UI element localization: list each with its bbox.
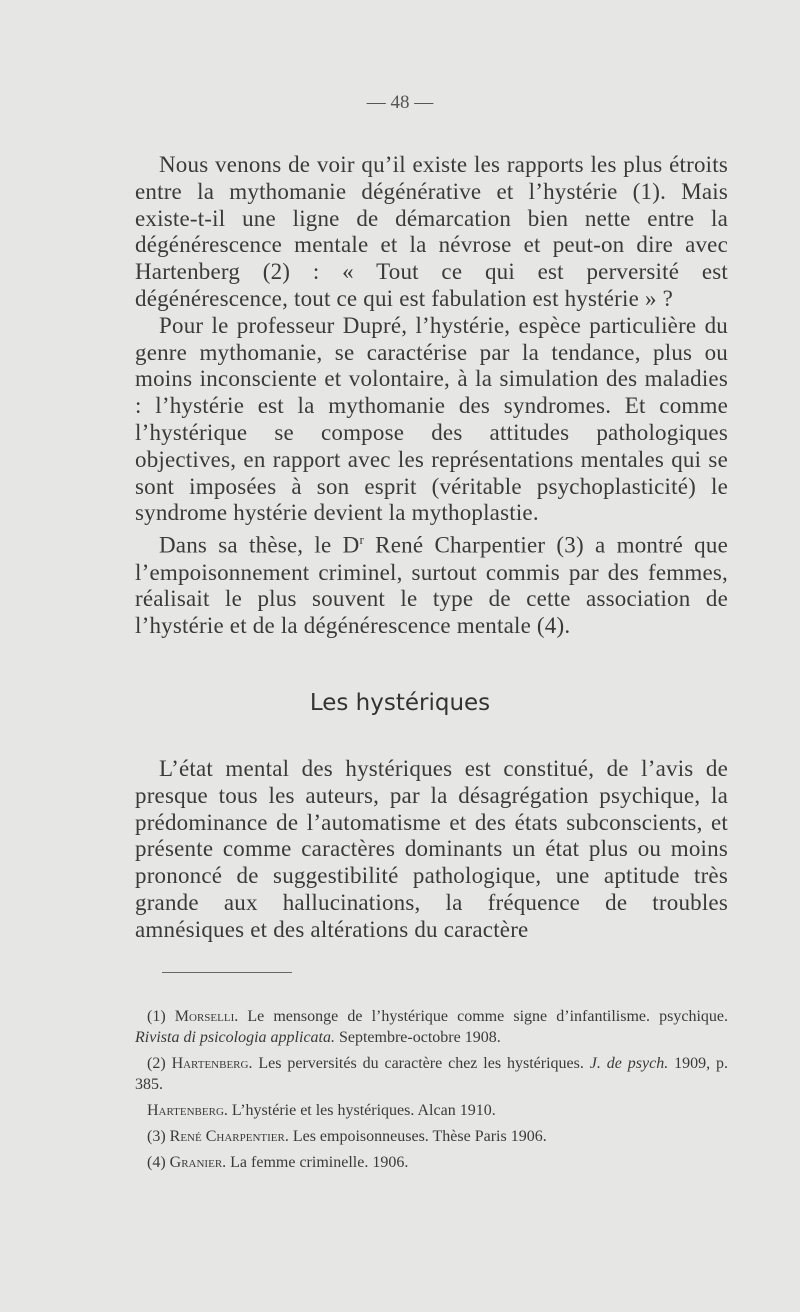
section-heading: Les hystériques <box>309 690 491 716</box>
footnote-author: Morselli. <box>174 1008 239 1025</box>
footnote <box>135 1152 728 1173</box>
footnote-divider <box>162 972 292 973</box>
footnote-number: (4) <box>147 1154 170 1171</box>
body-text-lower <box>135 756 728 944</box>
paragraph-text: René Charpentier (3) a montré que l’empoisonnement criminel, surtout commis par des femmes, réalisait le plus souvent le type de cette association de l’hystérie et de la dégénérescence mentale (4). <box>135 532 728 639</box>
paragraph: L’état mental des hystériques est constitué, de l’avis de presque tous les auteurs, par la désagrégation psychique, la prédominance de l’automatisme et des états subconscients, et présente comme caractères dominants un état plus ou moins prononcé de suggestibilité pathologique, une aptitude très grande aux hallucinations, la fréquence de troubles amnésiques et des altérations du caractère <box>135 756 728 942</box>
footnote-number: (3) <box>147 1128 170 1145</box>
footnote-number: (2) <box>147 1055 172 1072</box>
footnote-author: Granier. <box>169 1154 227 1171</box>
footnote-text: La femme criminelle. 1906. <box>226 1154 409 1171</box>
body-text-upper <box>135 152 728 640</box>
footnote-rest: Septembre-octobre 1908. <box>334 1029 501 1046</box>
footnote-rest: 1909, p. 385. <box>135 1055 729 1093</box>
page-number: — 48 — <box>366 92 434 113</box>
footnote-text: L’hystérie et les hystériques. Alcan 1910. <box>227 1102 496 1119</box>
footnote-journal: Rivista di psicologia applicata. <box>135 1029 335 1046</box>
footnote-number: (1) <box>147 1008 175 1025</box>
footnote <box>135 1100 728 1121</box>
footnote-text: Les empoisonneuses. Thèse Paris 1906. <box>288 1128 547 1145</box>
footnote <box>135 1126 728 1147</box>
footnote-author: Hartenberg. <box>147 1102 228 1119</box>
footnote-author: Hartenberg. <box>171 1055 253 1072</box>
footnote <box>135 1006 728 1048</box>
footnotes <box>135 1006 728 1178</box>
superscript: r <box>359 532 364 548</box>
paragraph-text: Dans sa thèse, le D <box>159 532 360 558</box>
footnote <box>135 1053 728 1095</box>
paragraph <box>135 527 728 640</box>
paragraph: Pour le professeur Dupré, l’hystérie, espèce particulière du genre mythomanie, se caractérise par la tendance, plus ou moins inconsciente et volontaire, à la simulation des maladies : l’hystérie est la mythomanie des syndromes. Et comme l’hystérique se compose des attitudes pathologiques objectives, en rapport avec les représentations mentales qui se sont imposées à son esprit (véritable psychoplasticité) le syndrome hystérie devient la mythoplastie. <box>135 312 728 526</box>
footnote-text: Le mensonge de l’hystérique comme signe d’infantilisme. psychique. <box>238 1008 728 1025</box>
footnote-journal: J. de psych. <box>589 1055 669 1072</box>
footnote-author: René Charpentier. <box>169 1128 289 1145</box>
paragraph: Nous venons de voir qu’il existe les rapports les plus étroits entre la mythomanie dégénérative et l’hystérie (1). Mais existe-t-il une ligne de démarcation bien nette entre la dégénérescence mentale et la névrose et peut-on dire avec Hartenberg (2) : « Tout ce qui est perversité est dégénérescence, tout ce qui est fabulation est hystérie » ? <box>135 152 728 311</box>
footnote-text: Les perversités du caractère chez les hystériques. <box>252 1055 590 1072</box>
